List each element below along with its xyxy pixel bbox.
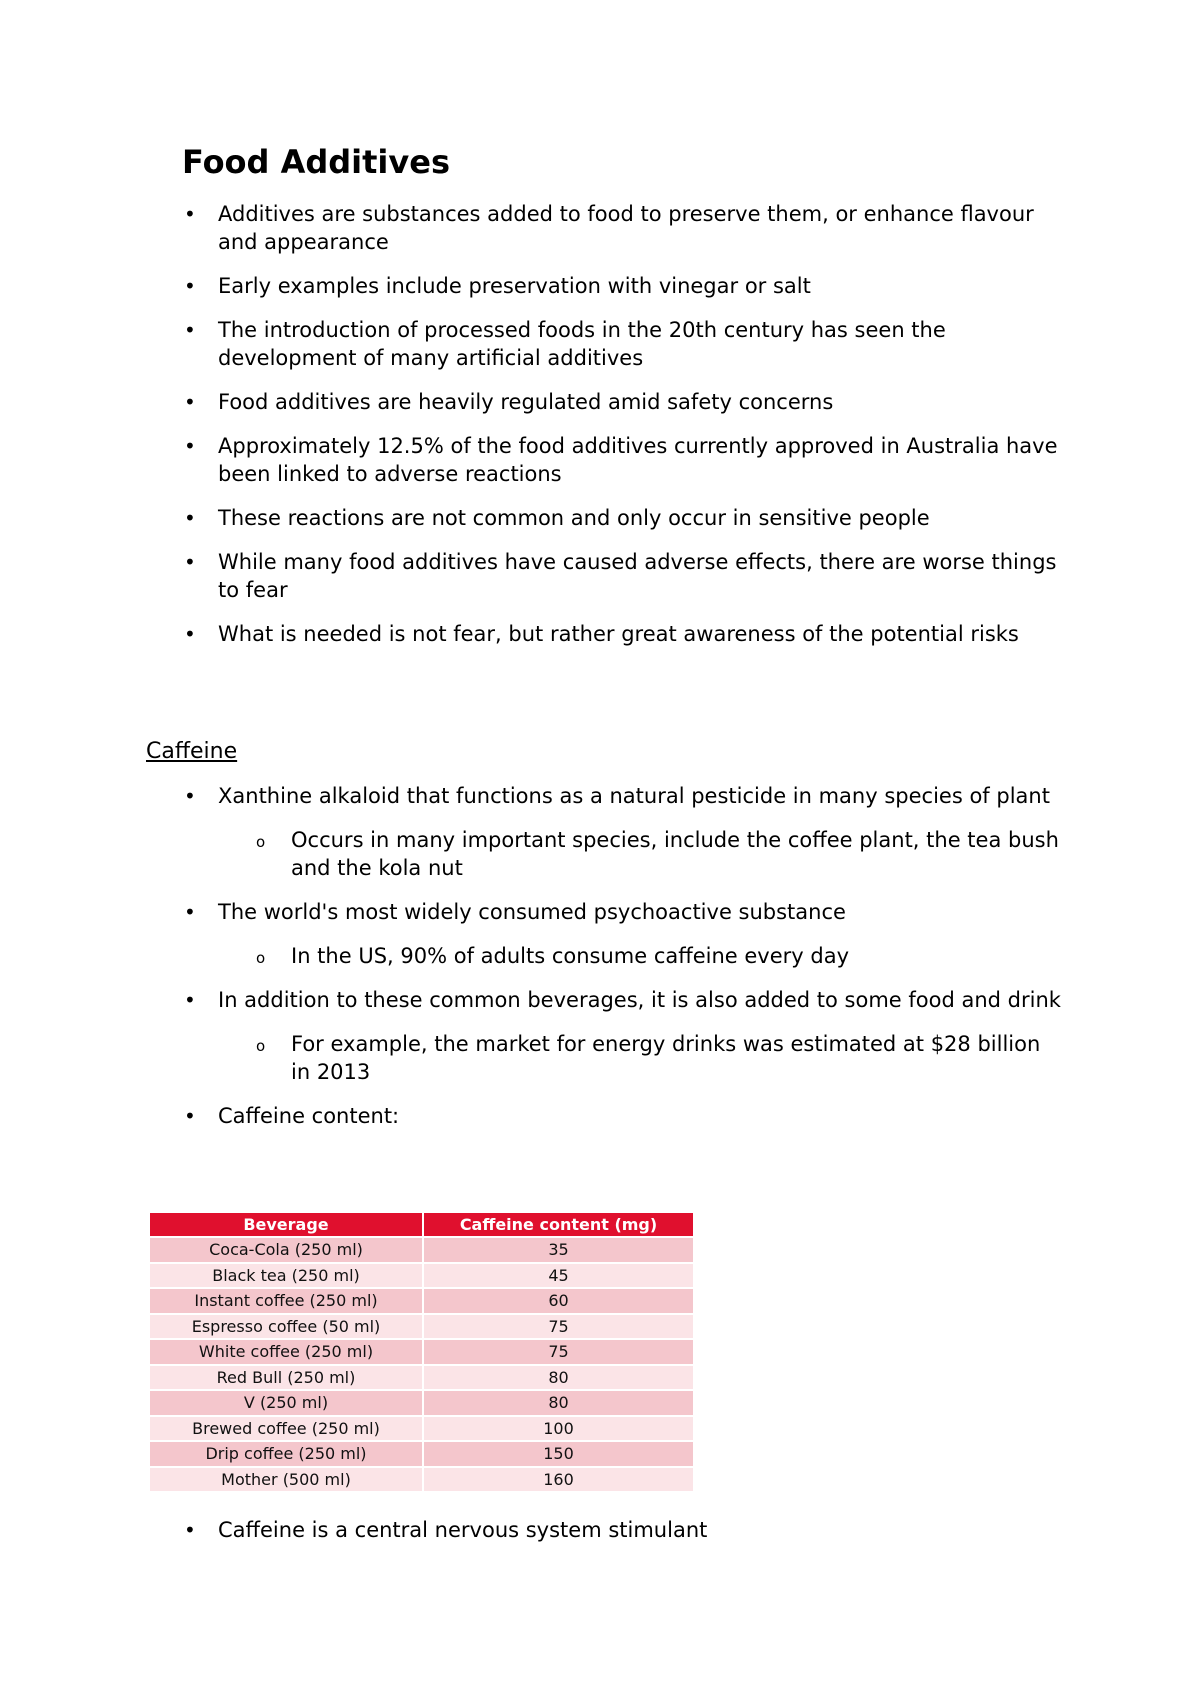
bullet-icon: • xyxy=(184,622,196,646)
sub-bullet-list xyxy=(218,826,1062,882)
cell-beverage: Black tea (250 ml) xyxy=(150,1263,423,1289)
table-row xyxy=(150,1365,694,1391)
sub-bullet-list xyxy=(218,1030,1062,1086)
bullet-icon: • xyxy=(184,202,196,226)
list-item xyxy=(182,898,1062,970)
page-title: Food Additives xyxy=(182,143,450,181)
cell-caffeine-mg: 75 xyxy=(423,1339,694,1365)
cell-beverage: Instant coffee (250 ml) xyxy=(150,1288,423,1314)
column-header-beverage: Beverage xyxy=(150,1213,423,1237)
bullet-icon: • xyxy=(184,900,196,924)
final-bullet-list xyxy=(182,1516,1062,1544)
list-item-text: Early examples include preservation with vinegar or salt xyxy=(218,274,811,298)
bullet-icon: • xyxy=(184,550,196,574)
bullet-icon: • xyxy=(184,506,196,530)
table-row xyxy=(150,1288,694,1314)
bullet-icon: • xyxy=(184,318,196,342)
sub-list-item-text: Occurs in many important species, include the coffee plant, the tea bush and the kola nut xyxy=(291,828,1059,880)
list-item xyxy=(182,1102,1062,1130)
list-item-text: These reactions are not common and only occur in sensitive people xyxy=(218,506,930,530)
list-item-text: Caffeine content: xyxy=(218,1104,400,1128)
table-row xyxy=(150,1416,694,1442)
list-item xyxy=(182,620,1062,648)
sub-list-item xyxy=(218,826,1062,882)
sub-list-item-text: In the US, 90% of adults consume caffeine every day xyxy=(291,944,850,968)
cell-caffeine-mg: 75 xyxy=(423,1314,694,1340)
cell-caffeine-mg: 60 xyxy=(423,1288,694,1314)
sub-bullet-icon: o xyxy=(256,1037,266,1055)
cell-caffeine-mg: 80 xyxy=(423,1365,694,1391)
list-item xyxy=(182,388,1062,416)
list-item-text: Additives are substances added to food to preserve them, or enhance flavour and appearance xyxy=(218,202,1034,254)
list-item-text: In addition to these common beverages, it is also added to some food and drink xyxy=(218,988,1061,1012)
cell-beverage: Espresso coffee (50 ml) xyxy=(150,1314,423,1340)
list-item-text: Caffeine is a central nervous system stimulant xyxy=(218,1518,708,1542)
caffeine-content-table xyxy=(150,1213,695,1493)
sub-list-item xyxy=(218,942,1062,970)
cell-caffeine-mg: 160 xyxy=(423,1467,694,1493)
list-item xyxy=(182,200,1062,256)
list-item-text: Approximately 12.5% of the food additives currently approved in Australia have been linked to adverse reactions xyxy=(218,434,1058,486)
bullet-icon: • xyxy=(184,274,196,298)
list-item-text: Xanthine alkaloid that functions as a natural pesticide in many species of plant xyxy=(218,784,1050,808)
list-item-text: Food additives are heavily regulated amid safety concerns xyxy=(218,390,834,414)
cell-caffeine-mg: 45 xyxy=(423,1263,694,1289)
list-item-text: What is needed is not fear, but rather great awareness of the potential risks xyxy=(218,622,1019,646)
cell-beverage: Red Bull (250 ml) xyxy=(150,1365,423,1391)
cell-beverage: Brewed coffee (250 ml) xyxy=(150,1416,423,1442)
intro-bullet-list xyxy=(182,200,1062,664)
cell-caffeine-mg: 100 xyxy=(423,1416,694,1442)
list-item xyxy=(182,1516,1062,1544)
list-item xyxy=(182,316,1062,372)
bullet-icon: • xyxy=(184,434,196,458)
cell-beverage: V (250 ml) xyxy=(150,1390,423,1416)
cell-beverage: Drip coffee (250 ml) xyxy=(150,1441,423,1467)
list-item-text: While many food additives have caused adverse effects, there are worse things to fear xyxy=(218,550,1057,602)
cell-beverage: Mother (500 ml) xyxy=(150,1467,423,1493)
bullet-icon: • xyxy=(184,1104,196,1128)
list-item-text: The world's most widely consumed psychoactive substance xyxy=(218,900,846,924)
list-item xyxy=(182,432,1062,488)
table-row xyxy=(150,1339,694,1365)
sub-bullet-icon: o xyxy=(256,833,266,851)
cell-caffeine-mg: 80 xyxy=(423,1390,694,1416)
table-row xyxy=(150,1441,694,1467)
table-row xyxy=(150,1263,694,1289)
caffeine-bullet-list xyxy=(182,782,1062,1146)
table-row xyxy=(150,1467,694,1493)
column-header-caffeine-content: Caffeine content (mg) xyxy=(423,1213,694,1237)
bullet-icon: • xyxy=(184,784,196,808)
sub-bullet-list xyxy=(218,942,1062,970)
bullet-icon: • xyxy=(184,1518,196,1542)
cell-beverage: Coca-Cola (250 ml) xyxy=(150,1237,423,1263)
table-body xyxy=(150,1237,694,1492)
list-item xyxy=(182,272,1062,300)
list-item xyxy=(182,548,1062,604)
sub-bullet-icon: o xyxy=(256,949,266,967)
cell-caffeine-mg: 150 xyxy=(423,1441,694,1467)
cell-beverage: White coffee (250 ml) xyxy=(150,1339,423,1365)
list-item-text: The introduction of processed foods in the 20th century has seen the development of many artificial additives xyxy=(218,318,946,370)
list-item xyxy=(182,504,1062,532)
table-header-row xyxy=(150,1213,694,1237)
sub-list-item xyxy=(218,1030,1062,1086)
table-row xyxy=(150,1237,694,1263)
bullet-icon: • xyxy=(184,390,196,414)
table-row xyxy=(150,1390,694,1416)
list-item xyxy=(182,986,1062,1086)
bullet-icon: • xyxy=(184,988,196,1012)
sub-list-item-text: For example, the market for energy drinks was estimated at $28 billion in 2013 xyxy=(291,1032,1041,1084)
list-item xyxy=(182,782,1062,882)
cell-caffeine-mg: 35 xyxy=(423,1237,694,1263)
section-heading-caffeine: Caffeine xyxy=(146,739,238,764)
table-row xyxy=(150,1314,694,1340)
